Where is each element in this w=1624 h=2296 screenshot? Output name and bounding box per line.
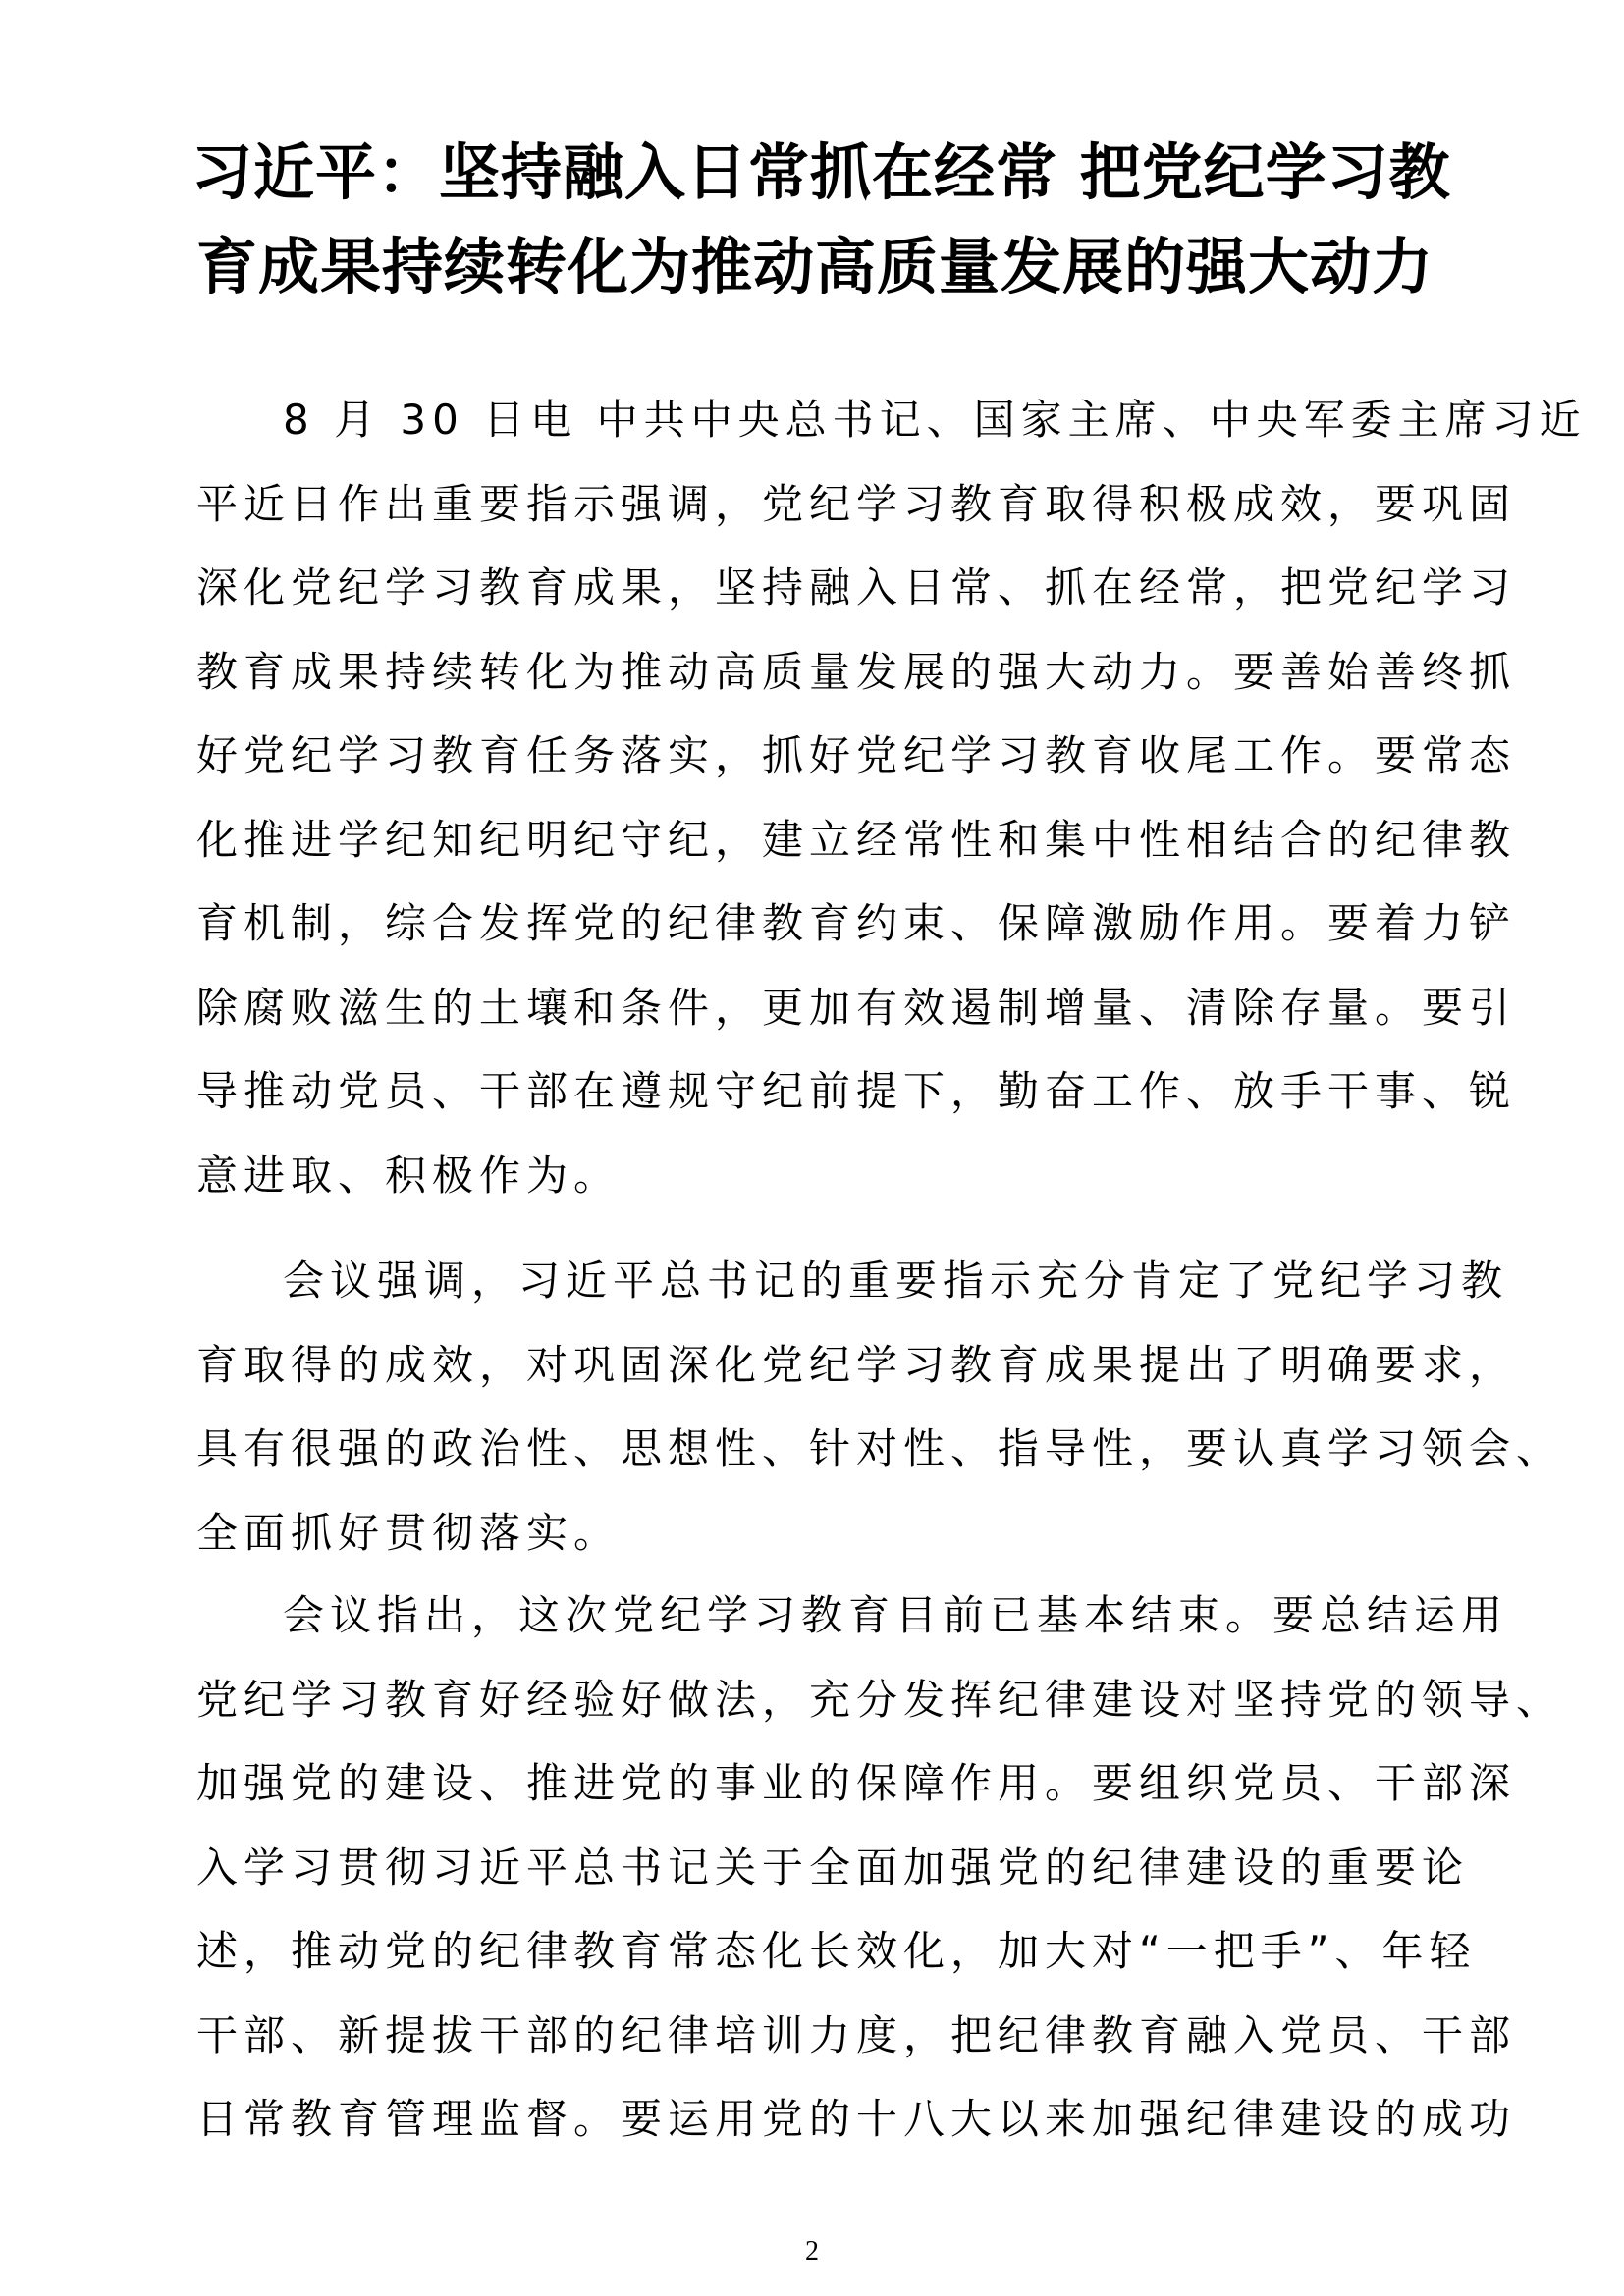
paragraph-line: 意进取、积极作为。 <box>196 1150 622 1200</box>
paragraph-line: 平近日作出重要指示强调，党纪学习教育取得积极成效，要巩固 <box>196 479 1517 528</box>
paragraph-line: 深化党纪学习教育成果，坚持融入日常、抓在经常，把党纪学习 <box>196 563 1517 612</box>
paragraph-line: 化推进学纪知纪明纪守纪，建立经常性和集中性相结合的纪律教 <box>196 815 1517 864</box>
paragraph <box>196 1574 1564 2162</box>
paragraph-line: 8 月 30 日电 中共中央总书记、国家主席、中央军委主席习近 <box>283 396 1587 444</box>
paragraph-line: 除腐败滋生的土壤和条件，更加有效遏制增量、清除存量。要引 <box>196 983 1517 1032</box>
paragraph <box>196 378 1587 1217</box>
paragraph-line: 干部、新提拔干部的纪律培训力度，把纪律教育融入党员、干部 <box>196 2010 1517 2059</box>
paragraph-line: 好党纪学习教育任务落实，抓好党纪学习教育收尾工作。要常态 <box>196 731 1517 779</box>
paragraph-line: 党纪学习教育好经验好做法，充分发挥纪律建设对坚持党的领导、 <box>196 1675 1564 1724</box>
paragraph-line: 入学习贯彻习近平总书记关于全面加强党的纪律建设的重要论 <box>196 1842 1470 1892</box>
paragraph-line: 加强党的建设、推进党的事业的保障作用。要组织党员、干部深 <box>196 1759 1517 1807</box>
paragraph <box>196 1239 1564 1575</box>
paragraph-line: 育机制，综合发挥党的纪律教育约束、保障激励作用。要着力铲 <box>196 899 1517 947</box>
paragraph-line: 教育成果持续转化为推动高质量发展的强大动力。要善始善终抓 <box>196 647 1517 696</box>
paragraph-line: 导推动党员、干部在遵规守纪前提下，勤奋工作、放手干事、锐 <box>196 1067 1517 1115</box>
title-line: 育成果持续转化为推动高质量发展的强大动力 <box>195 231 1434 302</box>
paragraph-line: 日常教育管理监督。要运用党的十八大以来加强纪律建设的成功 <box>196 2095 1517 2143</box>
paragraph-line: 会议指出，这次党纪学习教育目前已基本结束。要总结运用 <box>283 1591 1509 1639</box>
paragraph-line: 具有很强的政治性、思想性、针对性、指导性，要认真学习领会、 <box>196 1424 1564 1472</box>
document-title <box>191 126 1451 314</box>
paragraph-line: 述，推动党的纪律教育常态化长效化，加大对“一把手”、年轻 <box>196 1927 1477 1975</box>
paragraph-line: 会议强调，习近平总书记的重要指示充分肯定了党纪学习教 <box>283 1256 1509 1305</box>
paragraph-line: 全面抓好贯彻落实。 <box>196 1508 622 1557</box>
paragraph-line: 育取得的成效，对巩固深化党纪学习教育成果提出了明确要求， <box>196 1340 1517 1389</box>
page-number: 2 <box>805 2236 819 2267</box>
title-line: 习近平：坚持融入日常抓在经常 把党纪学习教 <box>191 136 1451 208</box>
